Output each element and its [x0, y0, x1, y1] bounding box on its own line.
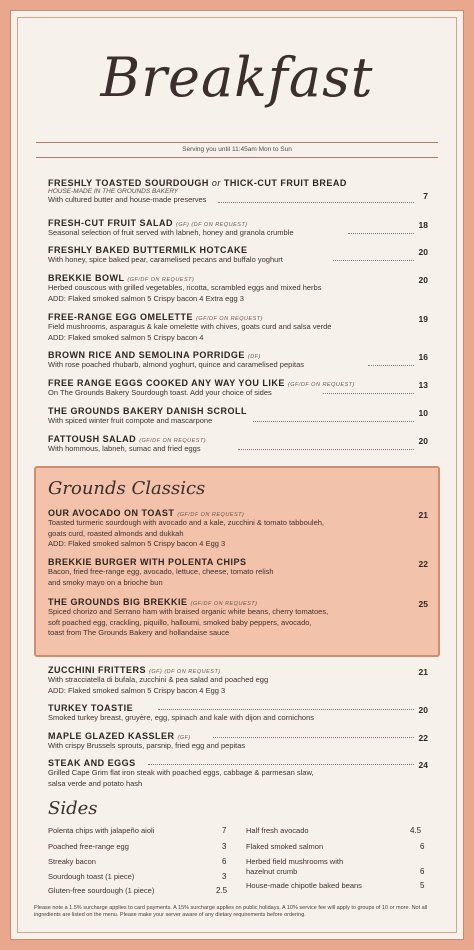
item-price: 20: [418, 247, 428, 257]
item-add-ons: ADD: Flaked smoked salmon 5 Crispy bacon 4 Egg 3: [48, 539, 226, 548]
menu-item: [48, 406, 428, 427]
menu-item: [48, 557, 428, 588]
item-description: With spiced winter fruit compote and mascarpone: [48, 416, 213, 425]
item-description: With honey, spice baked pear, caramelised pecans and buffalo yoghurt: [48, 255, 283, 264]
item-description: With crispy Brussels sprouts, parsnip, fried egg and pepitas: [48, 741, 246, 750]
item-name: BREKKIE BURGER WITH POLENTA CHIPS: [48, 557, 247, 567]
item-description: With hommous, labneh, sumac and fried eggs: [48, 444, 201, 453]
menu-item: [48, 378, 428, 399]
item-name: FRESHLY BAKED BUTTERMILK HOTCAKE: [48, 245, 248, 255]
side-price: 3: [222, 872, 227, 881]
sides-title: Sides: [48, 798, 98, 819]
item-add-ons: ADD: Flaked smoked salmon 5 Crispy bacon 4 Egg 3: [48, 685, 226, 695]
item-price: 13: [418, 380, 428, 390]
menu-item: [48, 731, 428, 752]
item-price: 19: [418, 314, 428, 324]
item-name: FRESH-CUT FRUIT SALAD (GF) (DF ON REQUEST): [48, 218, 248, 228]
menu-item: [48, 245, 428, 266]
item-name: STEAK AND EGGS: [48, 758, 136, 768]
side-item: Poached free-range egg: [48, 842, 129, 851]
side-item: Gluten-free sourdough (1 piece): [48, 886, 155, 895]
item-name: FREE-RANGE EGG OMELETTE (GF/DF ON REQUEST): [48, 312, 263, 322]
menu-item: [48, 508, 428, 550]
menu-item: [48, 312, 428, 343]
side-item: House-made chipotle baked beans: [246, 881, 362, 890]
item-description: Herbed couscous with grilled vegetables, ricotta, scrambled eggs and mixed herbs: [48, 283, 322, 292]
item-description: Spiced chorizo and Serrano ham with braised organic white beans, cherry tomatoes,: [48, 607, 329, 616]
menu-item: [48, 597, 428, 639]
item-description: With cultured butter and house-made preserves: [48, 195, 207, 204]
side-item: Polenta chips with jalapeño aioli: [48, 826, 155, 835]
menu-item: [48, 218, 428, 239]
item-description: Grilled Cape Grim flat iron steak with poached eggs, cabbage & parmesan slaw,: [48, 768, 314, 777]
menu-item: [48, 665, 428, 696]
item-name: FRESHLY TOASTED SOURDOUGH or THICK-CUT FRUIT BREAD: [48, 178, 347, 188]
item-price: 22: [418, 559, 428, 569]
item-description: Field mushrooms, asparagus & kale omelette with chives, goats curd and salsa verde: [48, 322, 332, 331]
menu-item: [48, 703, 428, 724]
serving-hours: Serving you until 11:45am Mon to Sun: [36, 142, 438, 158]
item-price: 21: [418, 667, 428, 677]
item-description: With stracciatella di bufala, zucchini & pea salad and poached egg: [48, 675, 269, 684]
item-description: Seasonal selection of fruit served with labneh, honey and granola crumble: [48, 228, 294, 237]
side-price: 3: [222, 842, 227, 851]
item-description: toast from The Grounds Bakery and hollandaise sauce: [48, 628, 230, 637]
side-item: Sourdough toast (1 piece): [48, 872, 135, 881]
item-price: 20: [418, 275, 428, 285]
side-price: 2.5: [216, 886, 228, 895]
item-description: and smoky mayo on a brioche bun: [48, 577, 163, 587]
item-name: FATTOUSH SALAD (GF/DF ON REQUEST): [48, 434, 207, 444]
item-description: soft poached egg, crackling, piquillo, halloumi, smoked baby peppers, avocado,: [48, 617, 312, 627]
menu-item: [48, 273, 428, 304]
item-price: 10: [418, 408, 428, 418]
side-item: Streaky bacon: [48, 857, 96, 866]
side-item: Half fresh avocado: [246, 826, 309, 835]
item-subtitle: HOUSE-MADE IN THE GROUNDS BAKERY: [48, 188, 179, 195]
item-name: BROWN RICE AND SEMOLINA PORRIDGE (DF): [48, 350, 261, 360]
page-title: Breakfast: [100, 46, 374, 109]
side-price: 7: [222, 826, 227, 835]
side-item: hazelnut crumb: [246, 867, 298, 876]
menu-item: [48, 350, 428, 371]
footer-note: Please note a 1.5% surcharge applies to card payments. A 15% surcharge applies on public holidays. A 10% service fee will apply to groups of 10 or more. Not all ingredients are listed on the menu. Please make your server aware of any dietary requirements before ordering.: [34, 905, 428, 918]
menu-item: [48, 758, 428, 789]
side-price: 5: [420, 881, 425, 890]
item-description: salsa verde and potato hash: [48, 778, 143, 788]
item-name: FREE RANGE EGGS COOKED ANY WAY YOU LIKE (GF/DF ON REQUEST): [48, 378, 355, 388]
item-add-ons: ADD: Flaked smoked salmon 5 Crispy bacon 4: [48, 332, 204, 342]
item-name: THE GROUNDS BIG BREKKIE (GF/DF ON REQUEST): [48, 597, 258, 607]
item-name: OUR AVOCADO ON TOAST (GF/DF ON REQUEST): [48, 508, 245, 518]
item-description: On The Grounds Bakery Sourdough toast. Add your choice of sides: [48, 388, 272, 397]
item-price: 24: [418, 760, 428, 770]
menu-item: [48, 178, 428, 206]
side-item: Flaked smoked salmon: [246, 842, 324, 851]
item-description: Smoked turkey breast, gruyère, egg, spinach and kale with dijon and cornichons: [48, 713, 314, 722]
item-description: goats curd, roasted almonds and dukkah: [48, 528, 184, 538]
item-price: 21: [418, 510, 428, 520]
item-add-ons: ADD: Flaked smoked salmon 5 Crispy bacon 4 Extra egg 3: [48, 293, 244, 303]
item-price: 16: [418, 352, 428, 362]
section-title: Grounds Classics: [48, 478, 206, 499]
side-price: 6: [222, 857, 227, 866]
item-price: 22: [418, 733, 428, 743]
item-description: Toasted turmeric sourdough with avocado and a kale, zucchini & tomato tabbouleh,: [48, 518, 324, 527]
item-name: ZUCCHINI FRITTERS (GF) (DF ON REQUEST): [48, 665, 221, 675]
item-price: 20: [418, 436, 428, 446]
item-price: 20: [418, 705, 428, 715]
menu-item: [48, 434, 428, 455]
item-price: 25: [418, 599, 428, 609]
item-price: 7: [423, 191, 428, 201]
side-price: 6: [420, 842, 425, 851]
side-price: 6: [420, 867, 425, 876]
item-description: Bacon, fried free-range egg, avocado, lettuce, cheese, tomato relish: [48, 567, 274, 576]
item-description: With rose poached rhubarb, almond yoghurt, quince and caramelised pepitas: [48, 360, 304, 369]
item-name: TURKEY TOASTIE: [48, 703, 134, 713]
item-price: 18: [418, 220, 428, 230]
item-name: BREKKIE BOWL (GF/DF ON REQUEST): [48, 273, 195, 283]
side-price: 4.5: [410, 826, 422, 835]
item-name: MAPLE GLAZED KASSLER (GF): [48, 731, 191, 741]
side-item: Herbed field mushrooms with: [246, 857, 344, 866]
item-name: THE GROUNDS BAKERY DANISH SCROLL: [48, 406, 248, 416]
